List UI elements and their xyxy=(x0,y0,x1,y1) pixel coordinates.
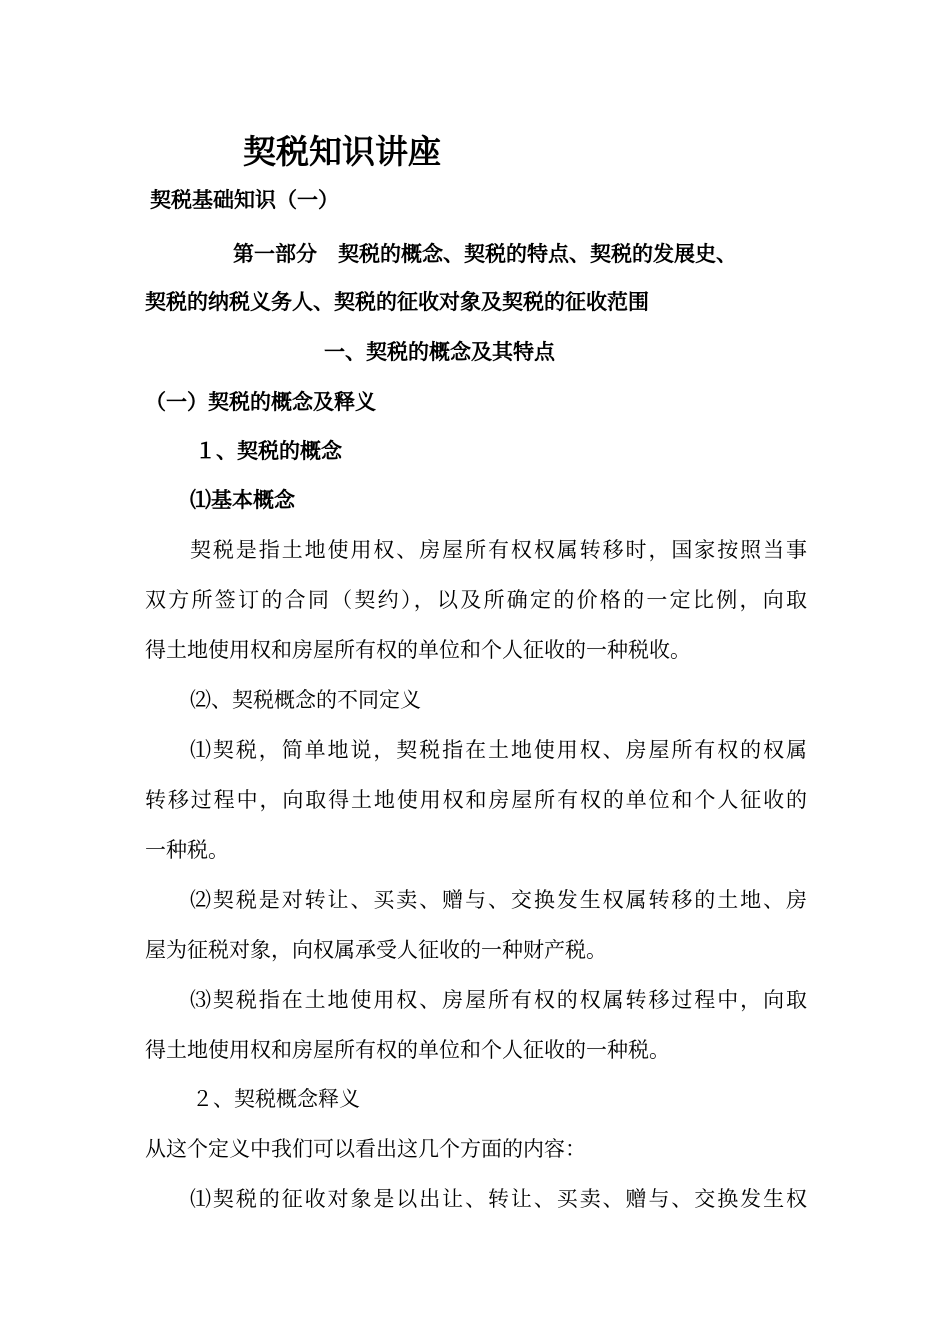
item-1-heading: １、契税的概念 xyxy=(195,439,342,463)
definition-3-line-2: 得土地使用权和房屋所有权的单位和个人征收的一种税。 xyxy=(145,1038,670,1062)
basic-concept-line-3: 得土地使用权和房屋所有权的单位和个人征收的一种税收。 xyxy=(145,638,691,662)
basic-concept-heading: ⑴基本概念 xyxy=(190,488,295,512)
definition-1-line-2: 转移过程中，向取得土地使用权和房屋所有权的单位和个人征收的 xyxy=(145,788,807,812)
document-subtitle: 契税基础知识（一） xyxy=(150,188,339,212)
definition-1-line-1: ⑴契税，简单地说，契税指在土地使用权、房屋所有权的权属 xyxy=(190,738,807,762)
definition-3-line-1: ⑶契税指在土地使用权、房屋所有权的权属转移过程中，向取 xyxy=(190,988,807,1012)
definition-1-line-3: 一种税。 xyxy=(145,838,229,862)
definition-2-line-2: 屋为征税对象，向权属承受人征收的一种财产税。 xyxy=(145,938,607,962)
basic-concept-line-2: 双方所签订的合同（契约），以及所确定的价格的一定比例，向取 xyxy=(145,588,807,612)
part-heading-line-2: 契税的纳税义务人、契税的征收对象及契税的征收范围 xyxy=(145,290,649,314)
explanation-1-line-1: ⑴契税的征收对象是以出让、转让、买卖、赠与、交换发生权 xyxy=(190,1187,807,1211)
definition-2-line-1: ⑵契税是对转让、买卖、赠与、交换发生权属转移的土地、房 xyxy=(190,888,807,912)
part-heading-line-1: 第一部分 契税的概念、契税的特点、契税的发展史、 xyxy=(233,242,737,266)
section-heading: 一、契税的概念及其特点 xyxy=(324,340,555,364)
explanation-intro: 从这个定义中我们可以看出这几个方面的内容： xyxy=(145,1137,586,1161)
item-2-heading: ２、契税概念释义 xyxy=(192,1087,360,1111)
definitions-heading: ⑵、契税概念的不同定义 xyxy=(190,688,421,712)
subsection-heading: （一）契税的概念及释义 xyxy=(145,390,376,414)
basic-concept-line-1: 契税是指土地使用权、房屋所有权权属转移时，国家按照当事 xyxy=(190,538,807,562)
document-title: 契税知识讲座 xyxy=(243,132,441,171)
